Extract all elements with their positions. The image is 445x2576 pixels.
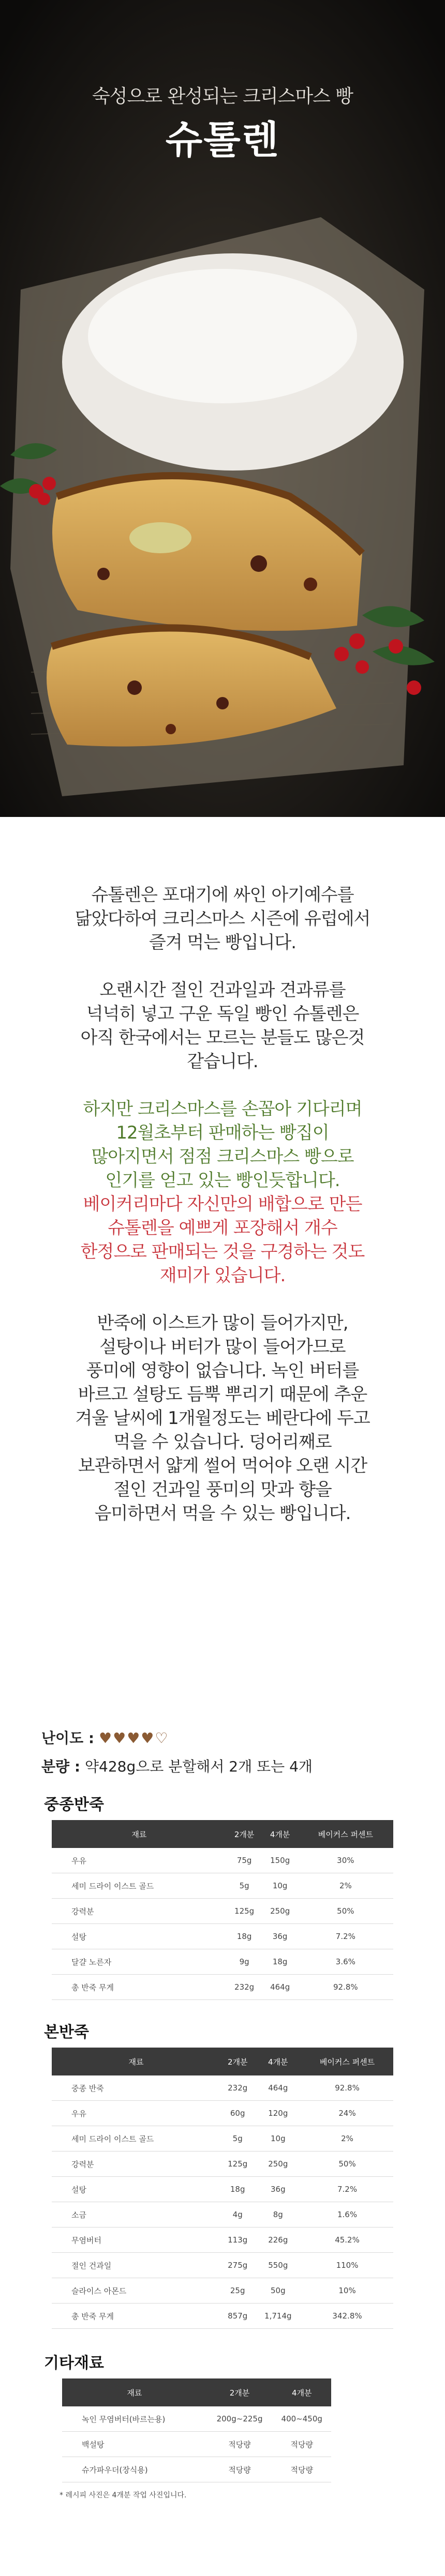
table-row xyxy=(52,2202,393,2228)
table-cell: 우유 xyxy=(52,1848,227,1873)
table-cell: 2% xyxy=(301,2126,393,2151)
table-cell: 110% xyxy=(301,2253,393,2278)
table-cell: 설탕 xyxy=(52,1924,227,1949)
table-cell: 275g xyxy=(220,2253,255,2278)
column-header: 4개분 xyxy=(255,2048,302,2075)
table-cell: 400~450g xyxy=(272,2406,331,2432)
table-cell: 슈가파우더(장식용) xyxy=(62,2457,207,2482)
table-cell: 강력분 xyxy=(52,2151,220,2177)
table-row xyxy=(52,2101,393,2126)
difficulty-label: 난이도 : xyxy=(41,1730,95,1747)
table-cell: 150g xyxy=(262,1848,298,1873)
table-header-row xyxy=(62,2378,331,2406)
table-cell: 총 반죽 무게 xyxy=(52,1975,227,2000)
intro-line: 먹을 수 있습니다. 덩어리째로 xyxy=(113,1432,332,1452)
intro-line-red: 재미가 있습니다. xyxy=(159,1265,286,1286)
intro-line: 음미하면서 먹을 수 있는 빵입니다. xyxy=(94,1503,351,1524)
yield xyxy=(41,1755,313,1776)
table-cell: 8g xyxy=(255,2202,302,2228)
table-cell: 무염버터 xyxy=(52,2228,220,2253)
table-cell: 250g xyxy=(262,1899,298,1924)
table-row xyxy=(52,2253,393,2278)
table-row xyxy=(52,2278,393,2304)
table-cell: 226g xyxy=(255,2228,302,2253)
table-cell: 25g xyxy=(220,2278,255,2304)
intro-line: 설탕이나 버터가 많이 들어가므로 xyxy=(99,1337,346,1357)
recipe-table xyxy=(62,2378,331,2482)
table-cell: 36g xyxy=(262,1924,298,1949)
table-row xyxy=(52,1848,393,1873)
table-cell: 중종 반죽 xyxy=(52,2075,220,2101)
table-cell: 1,714g xyxy=(255,2304,302,2329)
column-header: 재료 xyxy=(62,2378,207,2406)
table-row xyxy=(52,2126,393,2151)
table-cell: 총 반죽 무게 xyxy=(52,2304,220,2329)
column-header: 4개분 xyxy=(262,1820,298,1848)
intro-line: 같습니다. xyxy=(187,1051,258,1072)
hero-section xyxy=(0,0,445,817)
table-cell: 5g xyxy=(220,2126,255,2151)
table-cell: 4g xyxy=(220,2202,255,2228)
intro-line: 바르고 설탕도 듬뿍 뿌리기 때문에 추운 xyxy=(78,1384,367,1405)
table-cell: 120g xyxy=(255,2101,302,2126)
section-title: 중종반죽 xyxy=(44,1796,104,1814)
table-cell: 50% xyxy=(301,2151,393,2177)
table-cell: 우유 xyxy=(52,2101,220,2126)
table-row xyxy=(52,1975,393,2000)
column-header: 2개분 xyxy=(220,2048,255,2075)
column-header: 재료 xyxy=(52,2048,220,2075)
table-row xyxy=(52,1873,393,1899)
intro-line-green: 12월초부터 판매하는 빵집이 xyxy=(116,1123,329,1143)
table-cell: 857g xyxy=(220,2304,255,2329)
table-header-row xyxy=(52,2048,393,2075)
table-cell: 세미 드라이 이스트 골드 xyxy=(52,2126,220,2151)
table-cell: 3.6% xyxy=(298,1949,393,1975)
intro-line: 절인 건과일 풍미의 맛과 향을 xyxy=(113,1479,332,1500)
table-cell: 1.6% xyxy=(301,2202,393,2228)
recipe-table xyxy=(52,1820,393,2000)
table-cell: 464g xyxy=(262,1975,298,2000)
table-cell: 10% xyxy=(301,2278,393,2304)
table-cell: 강력분 xyxy=(52,1899,227,1924)
table-cell: 24% xyxy=(301,2101,393,2126)
intro-line: 반죽에 이스트가 많이 들어가지만, xyxy=(97,1313,348,1334)
table-cell: 125g xyxy=(227,1899,262,1924)
intro-text xyxy=(0,883,445,1525)
table-cell: 적당량 xyxy=(272,2457,331,2482)
intro-line: 닮았다하여 크리스마스 시즌에 유럽에서 xyxy=(75,908,370,929)
table-cell: 적당량 xyxy=(272,2432,331,2457)
hero-title: 슈톨렌 xyxy=(165,118,280,162)
table-cell: 550g xyxy=(255,2253,302,2278)
table-cell: 2% xyxy=(298,1873,393,1899)
table-cell: 75g xyxy=(227,1848,262,1873)
column-header: 2개분 xyxy=(207,2378,273,2406)
table-cell: 342.8% xyxy=(301,2304,393,2329)
table-cell: 18g xyxy=(220,2177,255,2202)
table-cell: 50g xyxy=(255,2278,302,2304)
section-title: 기타재료 xyxy=(44,2354,104,2372)
table-cell: 백설탕 xyxy=(62,2432,207,2457)
table-cell: 60g xyxy=(220,2101,255,2126)
table-cell: 녹인 무염버터(바르는용) xyxy=(62,2406,207,2432)
difficulty xyxy=(41,1727,169,1748)
table-row xyxy=(52,1924,393,1949)
table-row xyxy=(52,2177,393,2202)
column-header: 재료 xyxy=(52,1820,227,1848)
table-cell: 적당량 xyxy=(207,2432,273,2457)
table-row xyxy=(52,2075,393,2101)
intro-line-red: 슈톨렌을 예쁘게 포장해서 개수 xyxy=(108,1218,337,1238)
table-cell: 30% xyxy=(298,1848,393,1873)
table-cell: 232g xyxy=(220,2075,255,2101)
table-cell: 슬라이스 아몬드 xyxy=(52,2278,220,2304)
intro-line-green: 하지만 크리스마스를 손꼽아 기다리며 xyxy=(83,1099,362,1119)
table-cell: 50% xyxy=(298,1899,393,1924)
table-cell: 달걀 노른자 xyxy=(52,1949,227,1975)
intro-line: 슈톨렌은 포대기에 싸인 아기예수를 xyxy=(91,885,354,905)
intro-line: 보관하면서 얇게 썰어 먹어야 오랜 시간 xyxy=(78,1456,367,1476)
table-cell: 125g xyxy=(220,2151,255,2177)
table-cell: 적당량 xyxy=(207,2457,273,2482)
column-header: 베이커스 퍼센트 xyxy=(298,1820,393,1848)
hero-subtitle: 숙성으로 완성되는 크리스마스 빵 xyxy=(92,86,353,107)
table-cell: 9g xyxy=(227,1949,262,1975)
table-cell: 250g xyxy=(255,2151,302,2177)
recipe-table xyxy=(52,2048,393,2329)
table-row xyxy=(52,2228,393,2253)
table-cell: 10g xyxy=(262,1873,298,1899)
table-cell: 세미 드라이 이스트 골드 xyxy=(52,1873,227,1899)
table-row xyxy=(52,1949,393,1975)
recipe-note: * 레시피 사진은 4개분 작업 사진입니다. xyxy=(60,2491,187,2499)
intro-line: 겨울 날씨에 1개월정도는 베란다에 두고 xyxy=(75,1408,370,1429)
table-cell: 7.2% xyxy=(298,1924,393,1949)
table-cell: 설탕 xyxy=(52,2177,220,2202)
yield-label: 분량 : xyxy=(41,1758,81,1775)
table-cell: 92.8% xyxy=(298,1975,393,2000)
table-cell: 200g~225g xyxy=(207,2406,273,2432)
table-header-row xyxy=(52,1820,393,1848)
table-cell: 113g xyxy=(220,2228,255,2253)
intro-line: 즐겨 먹는 빵입니다. xyxy=(149,932,296,953)
table-row xyxy=(52,1899,393,1924)
table-cell: 10g xyxy=(255,2126,302,2151)
intro-line-green: 많아지면서 점점 크리스마스 빵으로 xyxy=(91,1146,354,1167)
table-cell: 소금 xyxy=(52,2202,220,2228)
table-cell: 18g xyxy=(227,1924,262,1949)
table-row xyxy=(62,2432,331,2457)
intro-line: 넉넉히 넣고 구운 독일 빵인 슈톨렌은 xyxy=(86,1004,359,1024)
table-cell: 232g xyxy=(227,1975,262,2000)
table-cell: 18g xyxy=(262,1949,298,1975)
column-header: 4개분 xyxy=(272,2378,331,2406)
column-header: 베이커스 퍼센트 xyxy=(301,2048,393,2075)
table-cell: 5g xyxy=(227,1873,262,1899)
table-cell: 7.2% xyxy=(301,2177,393,2202)
intro-line: 아직 한국에서는 모르는 분들도 많은것 xyxy=(80,1027,365,1048)
intro-line-red: 베이커리마다 자신만의 배합으로 만든 xyxy=(83,1194,362,1215)
table-cell: 절인 건과일 xyxy=(52,2253,220,2278)
intro-line-green: 인기를 얻고 있는 빵인듯합니다. xyxy=(105,1170,340,1191)
table-row xyxy=(62,2406,331,2432)
intro-line-red: 한정으로 판매되는 것을 구경하는 것도 xyxy=(80,1241,365,1262)
table-cell: 464g xyxy=(255,2075,302,2101)
table-cell: 92.8% xyxy=(301,2075,393,2101)
intro-line: 풍미에 영향이 없습니다. 녹인 버터를 xyxy=(86,1360,359,1381)
column-header: 2개분 xyxy=(227,1820,262,1848)
table-row xyxy=(52,2151,393,2177)
intro-line: 오랜시간 절인 건과일과 견과류를 xyxy=(99,980,346,1001)
heart-rating-icon: ♥♥♥♥♡ xyxy=(99,1730,169,1747)
table-cell: 36g xyxy=(255,2177,302,2202)
yield-value: 약428g으로 분할해서 2개 또는 4개 xyxy=(84,1758,313,1775)
table-row xyxy=(52,2304,393,2329)
table-row xyxy=(62,2457,331,2482)
section-title: 본반죽 xyxy=(44,2023,89,2041)
table-cell: 45.2% xyxy=(301,2228,393,2253)
